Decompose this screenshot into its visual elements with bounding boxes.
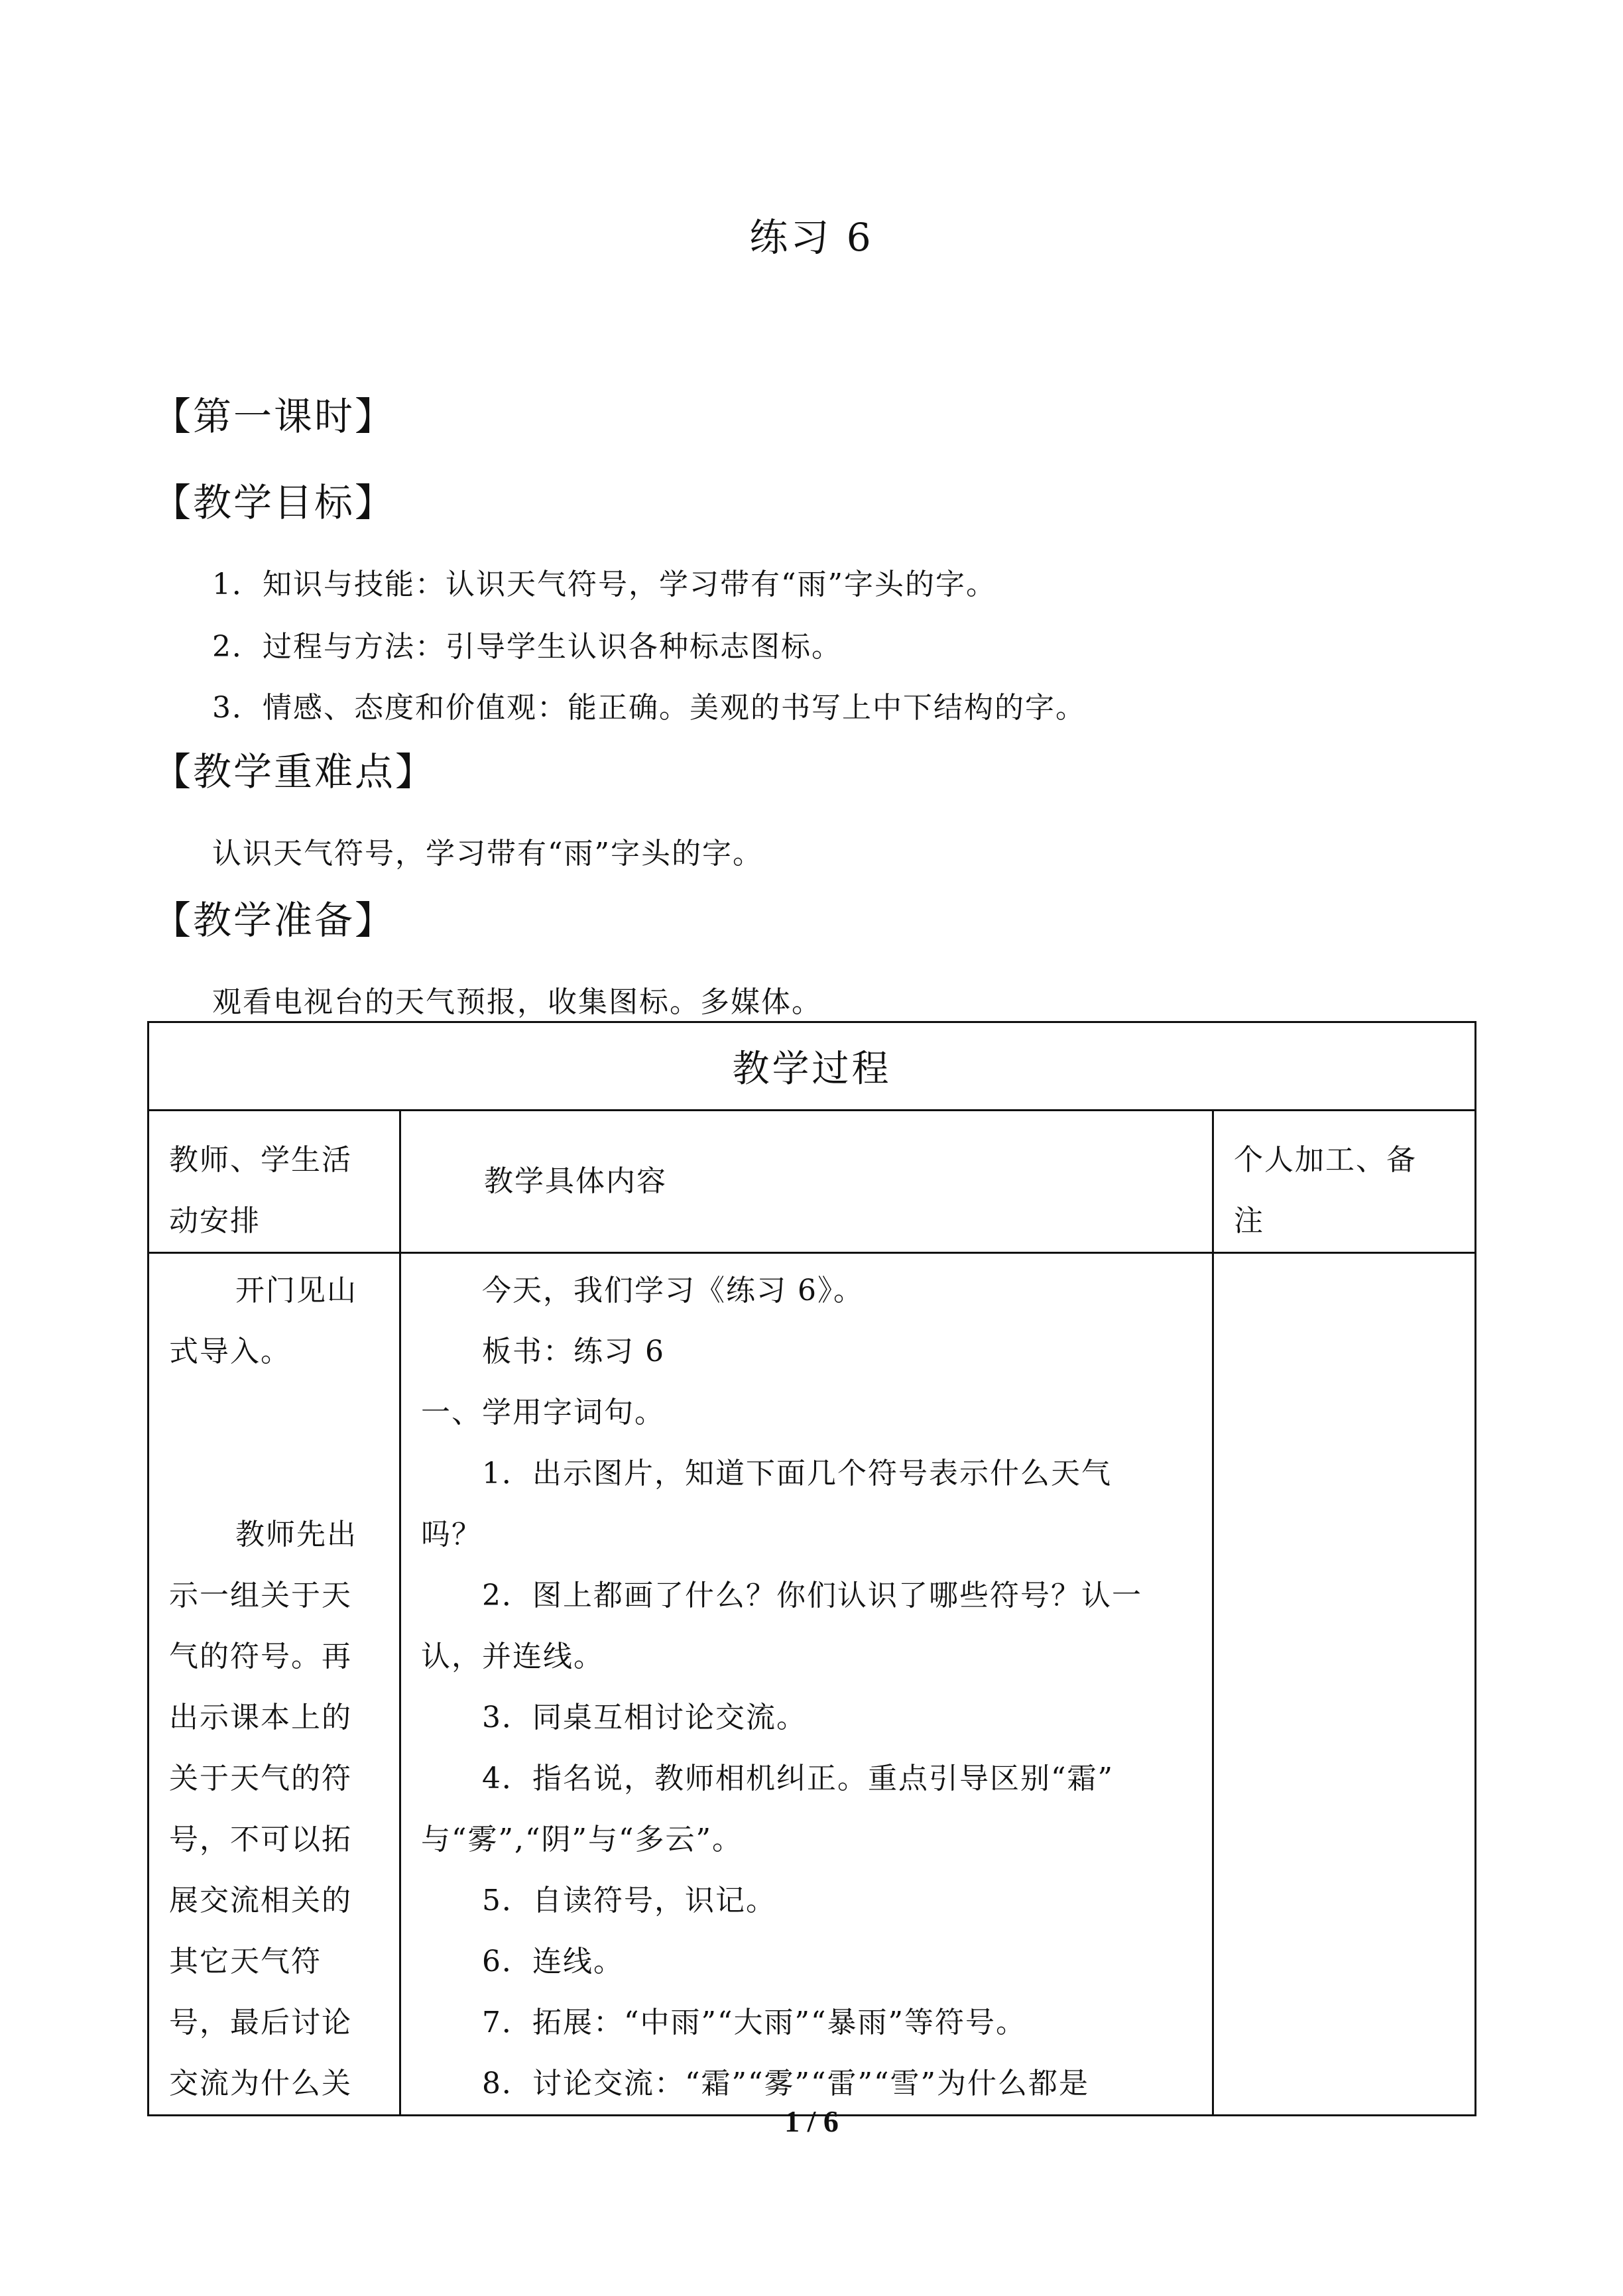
header-notes-line: 个人加工、备 — [1234, 1143, 1417, 1177]
activity-line: 号，不可以拓 — [169, 1823, 352, 1856]
preparation-text: 观看电视台的天气预报，收集图标。多媒体。 — [212, 985, 822, 1019]
activity-line: 出示课本上的 — [169, 1701, 352, 1734]
content-line: 8．讨论交流：“霜”“雾”“雷”“雪”为什么都是 — [482, 2067, 1089, 2100]
content-line: 1．出示图片，知道下面几个符号表示什么天气 — [482, 1457, 1112, 1490]
activity-line: 关于天气的符 — [169, 1762, 352, 1795]
activity-line: 教师先出 — [235, 1518, 357, 1551]
content-line: 7．拓展：“中雨”“大雨”“暴雨”等符号。 — [482, 2006, 1026, 2039]
header-notes-line: 注 — [1234, 1204, 1264, 1238]
key-points-text: 认识天气符号，学习带有“雨”字头的字。 — [212, 837, 763, 871]
content-line: 4．指名说，教师相机纠正。重点引导区别“霜” — [482, 1762, 1114, 1795]
goal-item: 3．情感、态度和价值观：能正确。美观的书写上中下结构的字。 — [212, 691, 1086, 725]
lesson-heading: 【第一课时】 — [152, 394, 396, 439]
content-line: 与“雾”,“阴”与“多云”。 — [421, 1823, 743, 1856]
key-points-heading: 【教学重难点】 — [152, 749, 436, 794]
header-notes — [1213, 1111, 1476, 1253]
goals-heading: 【教学目标】 — [152, 480, 396, 525]
activity-line — [169, 1443, 399, 1504]
content-line: 2．图上都画了什么？你们认识了哪些符号？认一 — [482, 1579, 1142, 1612]
content-line: 板书：练习 6 — [482, 1335, 665, 1368]
page-number: 1 / 6 — [784, 2104, 839, 2138]
activity-line — [169, 1382, 399, 1443]
header-activity-line: 教师、学生活 — [169, 1143, 352, 1177]
activity-line: 其它天气符 — [169, 1945, 322, 1978]
content-line: 6．连线。 — [482, 1945, 624, 1978]
activity-line: 交流为什么关 — [169, 2067, 352, 2100]
activity-line: 展交流相关的 — [169, 1884, 352, 1917]
content-cell — [400, 1253, 1213, 2116]
preparation-heading: 【教学准备】 — [152, 898, 396, 943]
table-title: 教学过程 — [149, 1022, 1476, 1111]
content-line: 5．自读符号，识记。 — [482, 1884, 776, 1917]
teaching-process-table — [147, 1021, 1476, 2116]
document-title: 练习 6 — [749, 215, 874, 260]
activity-line: 示一组关于天 — [169, 1579, 352, 1612]
activity-line: 式导入。 — [169, 1335, 291, 1368]
header-activity-line: 动安排 — [169, 1204, 261, 1238]
header-activity — [149, 1111, 400, 1253]
content-line: 今天，我们学习《练习 6》。 — [482, 1274, 864, 1307]
activity-line: 开门见山 — [235, 1274, 357, 1307]
notes-cell — [1213, 1253, 1476, 2116]
content-line: 一、学用字词句。 — [421, 1396, 665, 1429]
header-content: 教学具体内容 — [400, 1111, 1213, 1253]
goal-item: 2．过程与方法：引导学生认识各种标志图标。 — [212, 630, 842, 664]
activity-cell — [149, 1253, 400, 2116]
activity-line: 号，最后讨论 — [169, 2006, 352, 2039]
content-line: 3．同桌互相讨论交流。 — [482, 1701, 807, 1734]
activity-line: 气的符号。再 — [169, 1640, 352, 1673]
goal-item: 1．知识与技能：认识天气符号，学习带有“雨”字头的字。 — [212, 568, 996, 601]
content-line: 认，并连线。 — [421, 1640, 604, 1673]
content-line: 吗？ — [421, 1518, 482, 1551]
